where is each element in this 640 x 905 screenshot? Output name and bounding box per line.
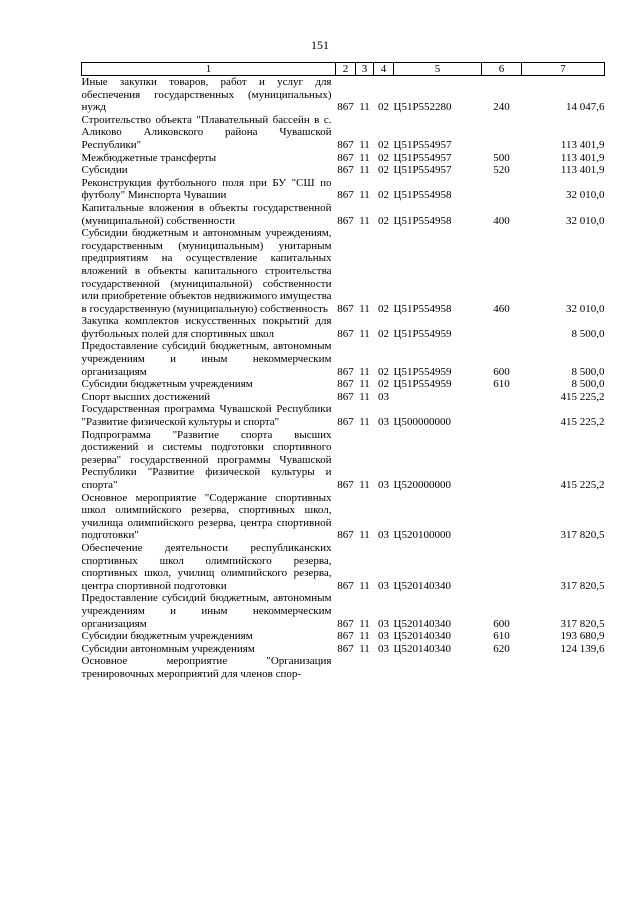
row-target-code: Ц51Р554957	[393, 138, 452, 151]
row-ministry-code: 867	[337, 579, 354, 592]
row-name: Предоставление субсидий бюджетным, автономным учреждениям и иным некоммерческим организациям	[81, 340, 332, 378]
row-name: Субсидии бюджетным учреждениям	[81, 630, 253, 643]
row-target-code: Ц520140340	[393, 642, 451, 655]
row-ministry-code: 867	[337, 630, 354, 643]
row-expense-type: 460	[493, 302, 510, 315]
row-section-code: 11	[359, 630, 370, 643]
table-row	[82, 177, 605, 202]
row-name: Межбюджетные трансферты	[81, 151, 217, 164]
row-target-code: Ц520000000	[393, 479, 451, 491]
row-expense-type	[482, 391, 522, 404]
row-target-code: Ц51Р554957	[393, 164, 452, 177]
row-amount: 415 225,2	[560, 390, 605, 403]
row-subsection-code: 02	[378, 138, 389, 151]
row-target-code: Ц520140340	[393, 617, 451, 630]
row-ministry-code: 867	[337, 138, 354, 151]
row-section-code: 11	[359, 416, 370, 429]
row-amount: 8 500,0	[571, 378, 605, 391]
header-col-1: 1	[82, 63, 336, 76]
row-ministry-code: 867	[337, 164, 354, 177]
row-amount: 124 139,6	[560, 642, 605, 655]
row-name: Спорт высших достижений	[81, 390, 211, 403]
row-section-code: 11	[359, 365, 370, 378]
row-expense-type: 600	[493, 617, 510, 630]
table-row	[82, 202, 605, 227]
row-target-code: Ц520140340	[393, 630, 451, 643]
row-ministry-code: 867	[337, 365, 354, 378]
row-name: Субсидии бюджетным учреждениям	[81, 378, 253, 391]
row-name: Подпрограмма "Развитие спорта высших достижений и системы подготовки спортивного резерва" государственной программы Чувашской Республики "Развитие физической культуры и спорта"	[81, 428, 332, 491]
row-name: Реконструкция футбольного поля при БУ "СШ по футболу" Минспорта Чувашии	[81, 176, 332, 202]
row-amount: 32 010,0	[566, 189, 605, 202]
row-ministry-code: 867	[337, 617, 354, 630]
row-amount: 113 401,9	[560, 164, 605, 177]
row-subsection-code: 02	[378, 164, 389, 177]
row-expense-type: 610	[493, 378, 510, 391]
page-number: 151	[311, 38, 329, 52]
table-row	[82, 315, 605, 340]
row-amount: 32 010,0	[566, 302, 605, 315]
row-expense-type	[482, 177, 522, 202]
table-row	[82, 630, 605, 643]
row-amount: 113 401,9	[560, 138, 605, 151]
row-amount: 8 500,0	[571, 365, 605, 378]
row-target-code: Ц51Р554959	[393, 365, 452, 378]
table-row	[82, 403, 605, 428]
row-amount: 14 047,6	[566, 101, 605, 114]
table-row	[82, 655, 605, 680]
row-ministry-code: 867	[337, 189, 354, 202]
row-amount: 8 500,0	[571, 327, 605, 340]
table-header	[82, 63, 605, 76]
row-section-code: 11	[359, 189, 370, 202]
row-name: Предоставление субсидий бюджетным, автономным учреждениям и иным некоммерческим организациям	[81, 592, 332, 630]
row-name: Основное мероприятие "Организация тренировочных мероприятий для членов спор-	[81, 655, 332, 680]
row-target-code: Ц51Р554957	[393, 151, 452, 164]
row-section-code: 11	[359, 642, 370, 655]
row-ministry-code: 867	[337, 151, 354, 164]
row-section-code: 11	[359, 151, 370, 164]
row-name: Основное мероприятие "Содержание спортивных школ олимпийского резерва, спортивных школ, училища олимпийского резерва, центра спортивной подготовки"	[81, 491, 332, 542]
table-row	[82, 391, 605, 404]
row-name: Субсидии бюджетным и автономным учреждениям, государственным (муниципальным) унитарным предприятиям на осуществление капитальных вложений в объекты капитального строительства государственной (муниципальной) собственности или приобретение объектов недвижимого имущества в государственную (муниципальную) собственность	[81, 227, 332, 315]
row-amount: 415 225,2	[560, 479, 605, 491]
row-section-code: 11	[359, 302, 370, 315]
row-expense-type	[482, 429, 522, 492]
row-section-code: 11	[359, 617, 370, 630]
row-ministry-code: 867	[337, 214, 354, 227]
row-ministry-code: 867	[337, 529, 354, 542]
header-col-4: 4	[374, 63, 394, 76]
table-row	[82, 542, 605, 592]
row-target-code: Ц520100000	[393, 529, 451, 542]
row-subsection-code: 03	[378, 390, 389, 403]
row-expense-type: 600	[493, 365, 510, 378]
row-expense-type: 620	[493, 642, 510, 655]
row-expense-type	[482, 114, 522, 152]
row-section-code: 11	[359, 378, 370, 391]
table-row	[82, 378, 605, 391]
header-col-5: 5	[394, 63, 482, 76]
row-target-code: Ц51Р554958	[393, 214, 452, 227]
row-name: Обеспечение деятельности республиканских спортивных школ олимпийского резерва, спортивных школ, училищ олимпийского резерва, центра спортивной подготовки	[81, 541, 332, 592]
row-amount: 317 820,5	[560, 617, 605, 630]
row-expense-type: 610	[493, 630, 510, 643]
row-subsection-code: 03	[378, 579, 389, 592]
row-section-code: 11	[359, 579, 370, 592]
header-col-2: 2	[336, 63, 356, 76]
row-subsection-code: 02	[378, 365, 389, 378]
row-ministry-code: 867	[337, 479, 354, 491]
row-amount: 193 680,9	[560, 630, 605, 643]
row-expense-type: 500	[493, 151, 510, 164]
row-section-code	[356, 655, 374, 680]
table-row	[82, 340, 605, 378]
row-subsection-code: 03	[378, 630, 389, 643]
row-name: Иные закупки товаров, работ и услуг для обеспечения государственных (муниципальных) нужд	[81, 76, 332, 114]
row-expense-type	[482, 492, 522, 542]
row-amount: 32 010,0	[566, 214, 605, 227]
row-expense-type	[482, 542, 522, 592]
table-row	[82, 592, 605, 630]
row-name: Государственная программа Чувашской Республики "Развитие физической культуры и спорта"	[81, 403, 332, 429]
row-section-code: 11	[359, 479, 370, 491]
row-target-code: Ц51Р554959	[393, 327, 452, 340]
row-expense-type: 400	[493, 214, 510, 227]
table-row	[82, 227, 605, 315]
row-ministry-code: 867	[337, 416, 354, 429]
row-section-code: 11	[359, 327, 370, 340]
table-row	[82, 114, 605, 152]
header-row	[82, 63, 605, 76]
header-col-6: 6	[482, 63, 522, 76]
row-name: Строительство объекта "Плавательный бассейн в с. Аликово Аликовского района Чувашской Республики"	[81, 113, 332, 151]
row-subsection-code	[374, 655, 394, 680]
row-ministry-code: 867	[337, 302, 354, 315]
row-subsection-code: 02	[378, 189, 389, 202]
row-section-code: 11	[359, 214, 370, 227]
row-subsection-code: 02	[378, 378, 389, 391]
table-body	[82, 76, 605, 681]
row-expense-type	[482, 315, 522, 340]
row-subsection-code: 03	[378, 617, 389, 630]
row-subsection-code: 02	[378, 327, 389, 340]
row-name: Субсидии	[81, 164, 128, 177]
row-section-code: 11	[359, 390, 370, 403]
row-expense-type	[482, 655, 522, 680]
row-ministry-code: 867	[337, 327, 354, 340]
row-subsection-code: 03	[378, 479, 389, 491]
row-ministry-code: 867	[337, 390, 354, 403]
table-row	[82, 643, 605, 656]
row-amount: 415 225,2	[560, 416, 605, 429]
row-section-code: 11	[359, 529, 370, 542]
row-name: Капитальные вложения в объекты государственной (муниципальной) собственности	[81, 201, 332, 227]
row-amount: 317 820,5	[560, 579, 605, 592]
table-row	[82, 152, 605, 165]
table-row	[82, 429, 605, 492]
budget-table	[81, 62, 605, 681]
row-subsection-code: 03	[378, 529, 389, 542]
row-target-code: Ц51Р554958	[393, 302, 452, 315]
row-target-code: Ц520140340	[393, 579, 451, 592]
row-name: Субсидии автономным учреждениям	[81, 642, 255, 655]
row-ministry-code: 867	[337, 378, 354, 391]
table-row	[82, 164, 605, 177]
row-subsection-code: 02	[378, 214, 389, 227]
row-target-code	[394, 391, 482, 404]
table-row	[82, 492, 605, 542]
row-amount: 113 401,9	[560, 151, 605, 164]
row-name: Закупка комплектов искусственных покрытий для футбольных полей для спортивных школ	[81, 315, 332, 340]
row-target-code: Ц51Р554958	[393, 189, 452, 202]
row-expense-type	[482, 403, 522, 428]
row-target-code: Ц51Р552280	[393, 101, 452, 114]
row-section-code: 11	[359, 138, 370, 151]
row-target-code	[394, 655, 482, 680]
row-ministry-code: 867	[337, 642, 354, 655]
row-section-code: 11	[359, 101, 370, 114]
row-target-code: Ц500000000	[393, 416, 451, 429]
header-col-3: 3	[356, 63, 374, 76]
row-section-code: 11	[359, 164, 370, 177]
row-ministry-code	[336, 655, 356, 680]
row-subsection-code: 02	[378, 151, 389, 164]
row-target-code: Ц51Р554959	[393, 378, 452, 391]
header-col-7: 7	[522, 63, 605, 76]
row-expense-type: 240	[493, 101, 510, 114]
row-subsection-code: 03	[378, 642, 389, 655]
row-amount	[522, 655, 605, 680]
table-row	[82, 76, 605, 114]
row-expense-type: 520	[493, 164, 510, 177]
row-subsection-code: 03	[378, 416, 389, 429]
row-subsection-code: 02	[378, 101, 389, 114]
row-ministry-code: 867	[337, 101, 354, 114]
row-subsection-code: 02	[378, 302, 389, 315]
row-amount: 317 820,5	[560, 529, 605, 542]
